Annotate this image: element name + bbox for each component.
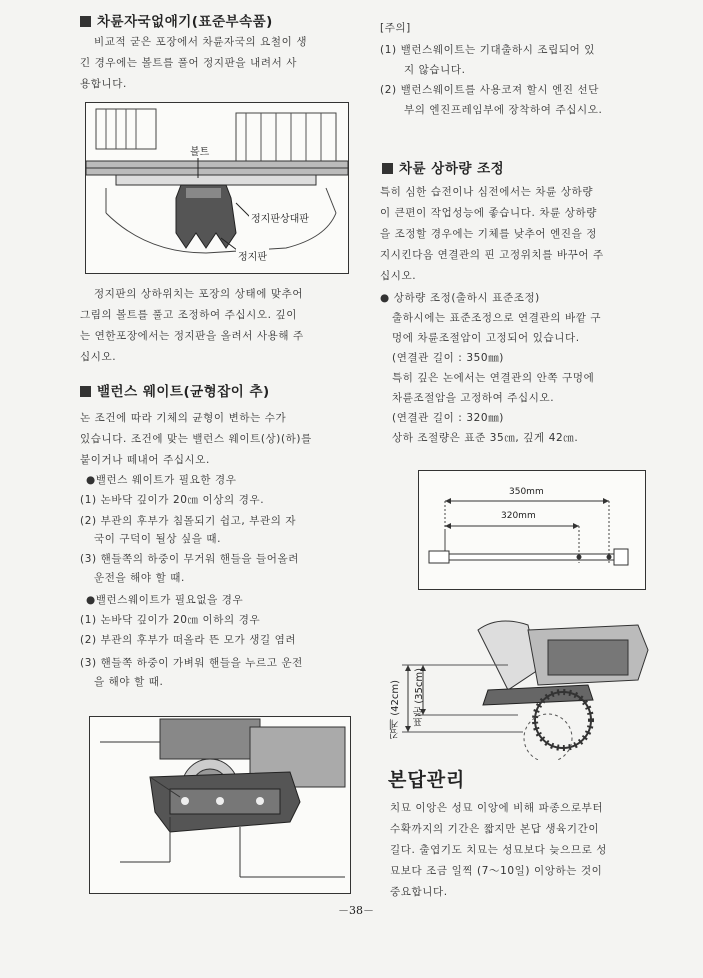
label-stop-plate: 정지판 — [236, 248, 269, 263]
figure-wheel-height — [388, 610, 656, 760]
figure-balance-weight — [89, 716, 351, 894]
square-bullet-icon — [80, 16, 91, 27]
note-heading: [주의] — [380, 22, 411, 34]
need-item-3: (3) 핸들쪽의 하중이 무거워 핸들을 들어올려 — [80, 553, 299, 565]
label-320mm: 320mm — [501, 511, 536, 521]
stop-plate-drawing — [86, 103, 348, 273]
need-item-2-cont: 국이 구덕이 될상 싶을 때. — [94, 533, 222, 545]
adjust-line-7: 상하 조절량은 표준 35㎝, 깊게 42㎝. — [392, 432, 579, 444]
figure-stop-plate — [85, 102, 349, 274]
section-title-wheel-track: 차륜자국없애기(표준부속품) — [80, 10, 273, 30]
note-1-cont: 지 않습니다. — [404, 64, 466, 76]
label-plate-bracket: 정지판상대판 — [249, 210, 311, 225]
note-1: (1) 밸런스웨이트는 기대출하시 조립되어 있 — [380, 44, 596, 56]
need-weight-heading: ●밸런스 웨이트가 필요한 경우 — [86, 474, 237, 486]
note-2-cont: 부의 엔진프레임부에 장착하여 주십시오. — [404, 104, 603, 116]
stop-plate-paragraph: 정지판의 상하위치는 포장의 상태에 맞추어 그림의 볼트를 풀고 조정하여 주십시오. 깊이 는 연한포장에서는 정지판을 올려서 사용해 주 십시오. — [80, 288, 304, 363]
noneed-item-3-cont: 을 해야 할 때. — [94, 676, 164, 688]
section-title-wheel-height: 차륜 상하량 조정 — [382, 157, 504, 177]
adjust-line-2: 멍에 차륜조절암이 고정되어 있습니다. — [392, 332, 580, 344]
figure-connecting-pipe — [418, 470, 646, 590]
noneed-item-1: (1) 논바닥 깊이가 20㎝ 이하의 경우 — [80, 614, 261, 626]
square-bullet-icon — [80, 386, 91, 397]
section-title-paddy-management: 본답관리 — [388, 769, 466, 791]
wheel-height-drawing — [388, 610, 656, 760]
adjust-line-4: 특히 깊은 논에서는 연결관의 안쪽 구멍에 — [392, 372, 595, 384]
wheel-track-paragraph: 비교적 굳은 포장에서 차륜자국의 요철이 생 긴 경우에는 볼트를 풀어 정지판을 내려서 사 용합니다. — [80, 36, 308, 90]
label-standard-35cm: 표준 (35cm) — [414, 668, 425, 727]
adjust-line-3: (연결관 길이 : 350㎜) — [392, 352, 504, 364]
label-bolt: 볼트 — [188, 143, 211, 158]
noneed-weight-heading: ●밸런스웨이트가 필요없을 경우 — [86, 594, 244, 606]
section-title-balance-weight: 밸런스 웨이트(균형잡이 추) — [80, 380, 270, 400]
noneed-item-2: (2) 부관의 후부가 떠올라 뜬 모가 생길 염려 — [80, 634, 297, 646]
adjust-line-6: (연결관 길이 : 320㎜) — [392, 412, 504, 424]
wheel-height-paragraph: 특히 심한 습전이나 심전에서는 차륜 상하량 이 큰편이 작업성능에 좋습니다. 차륜 상하량 을 조정할 경우에는 기체를 낮추어 엔진을 정 지시킨다음 연결관의 핀 고정위치를 바꾸어 주 십시오. — [380, 186, 604, 282]
need-item-2: (2) 부관의 후부가 침몰되기 쉽고, 부관의 자 — [80, 515, 297, 527]
square-bullet-icon — [382, 163, 393, 174]
noneed-item-3: (3) 핸들쪽 하중이 가벼워 핸들을 누르고 운전 — [80, 657, 303, 669]
balance-weight-drawing — [90, 717, 350, 893]
balance-weight-paragraph: 논 조건에 따라 기체의 균형이 변하는 수가 있습니다. 조건에 맞는 밸런스 웨이트(상)(하)를 붙이거나 떼내어 주십시오. — [80, 412, 312, 466]
adjust-line-5: 차륜조절암을 고정하여 주십시오. — [392, 392, 555, 404]
paddy-management-paragraph: 치묘 이앙은 성묘 이앙에 비해 파종으로부터 수확까지의 기간은 짧지만 본답 생육기간이 길다. 출엽기도 치묘는 성묘보다 늦으므로 성 묘보다 조금 일찍 (7～10일) 이앙하는 것이 중요합니다. — [390, 802, 607, 898]
page-number: －38－ — [338, 904, 374, 917]
need-item-1: (1) 논바닥 깊이가 20㎝ 이상의 경우. — [80, 494, 265, 506]
label-deep-42cm: 깊게 (42cm) — [390, 680, 401, 739]
label-350mm: 350mm — [509, 487, 544, 497]
adjust-heading: ● 상하량 조정(출하시 표준조정) — [380, 292, 540, 304]
note-2: (2) 밸런스웨이트를 사용코져 할시 엔진 선단 — [380, 84, 599, 96]
adjust-line-1: 출하시에는 표준조정으로 연결관의 바깥 구 — [392, 312, 602, 324]
need-item-3-cont: 운전을 해야 할 때. — [94, 572, 185, 584]
